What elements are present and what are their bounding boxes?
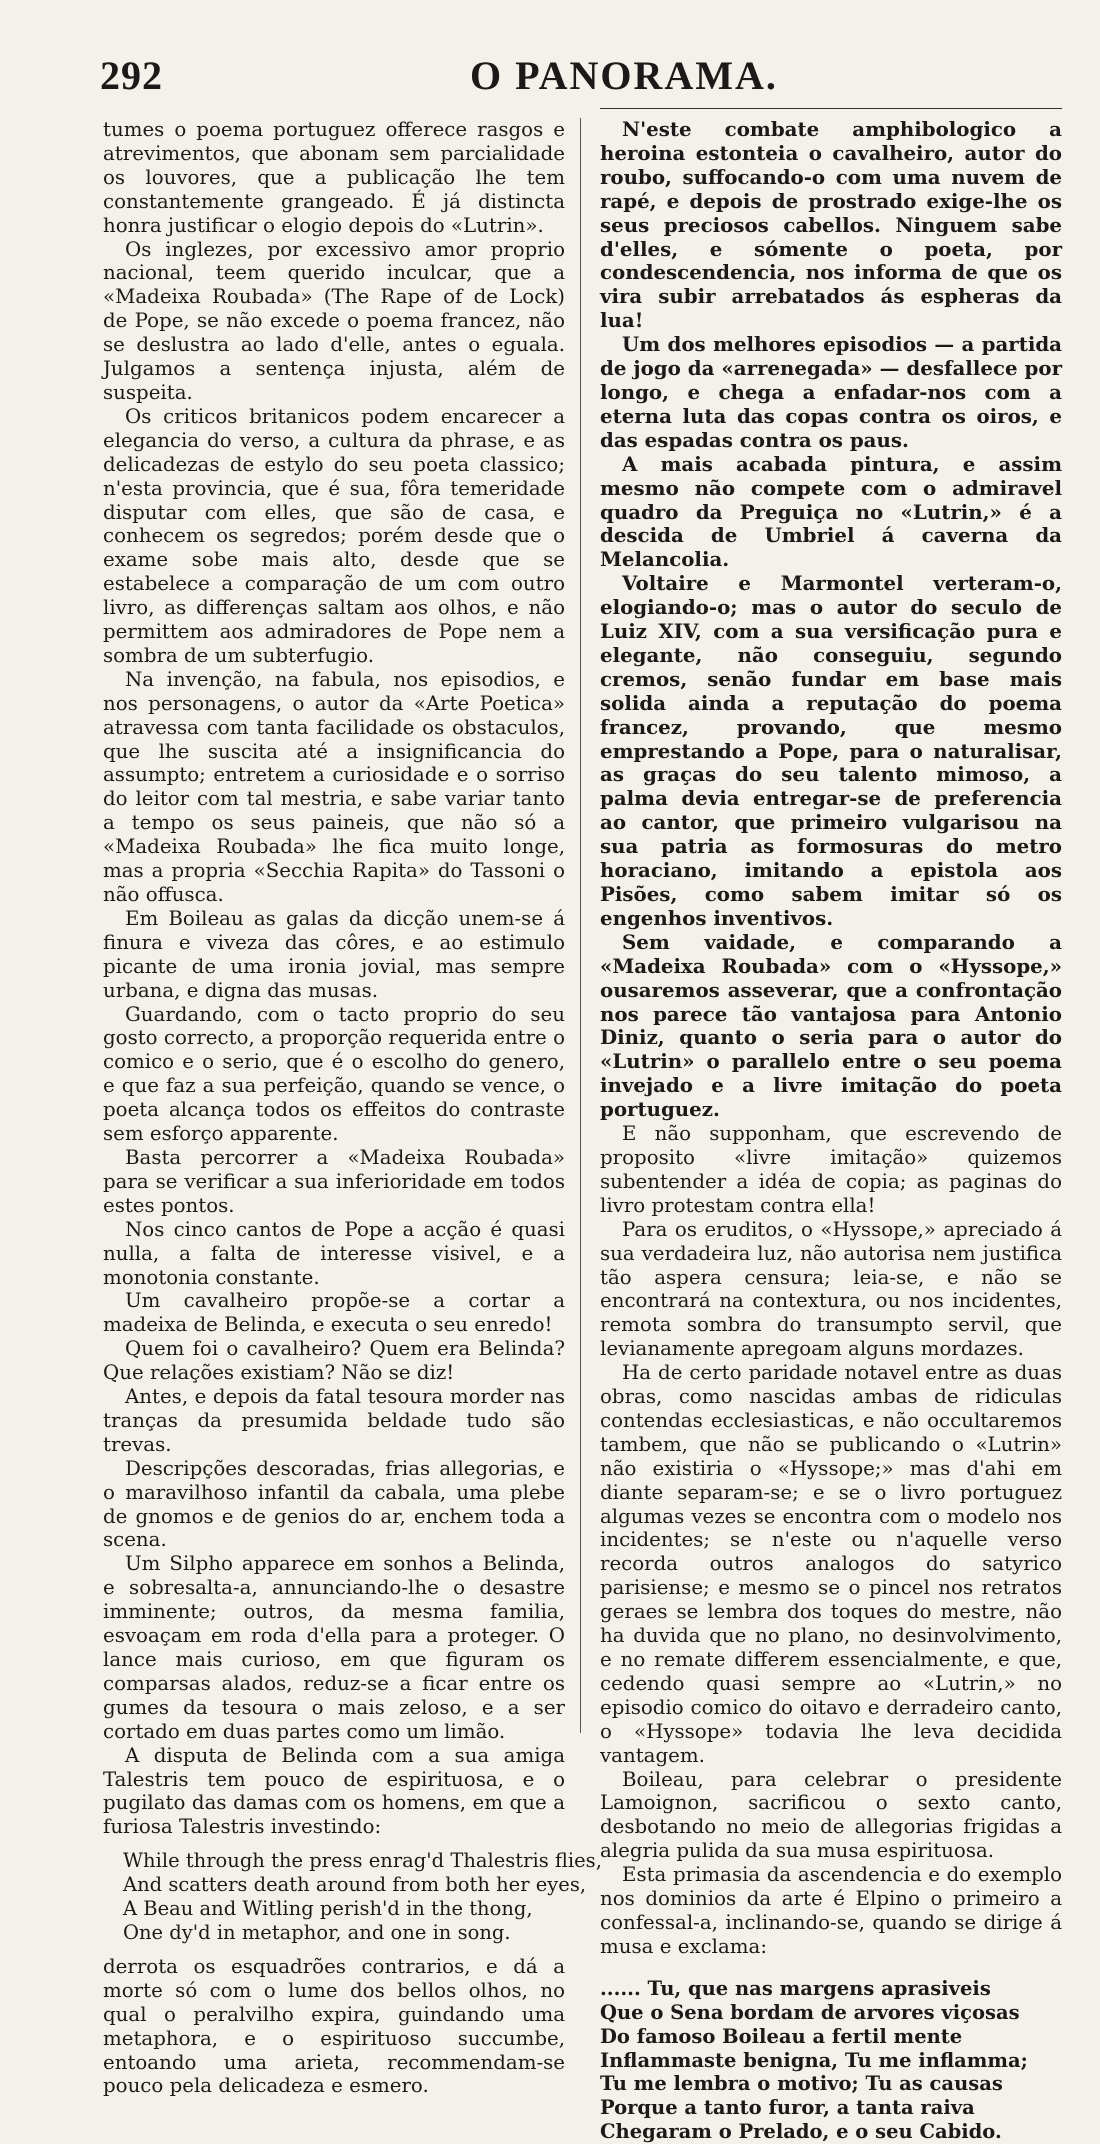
page-number: 292 [100, 53, 163, 98]
paragraph: Esta primasia da ascendencia e do exemplo nos dominios da arte é Elpino o primeiro a confessal-a, inclinando-se, quando se dirige á musa e exclama: [600, 1863, 1062, 1958]
paragraph: Um Silpho apparece em sonhos a Belinda, e sobresalta-a, annunciando-lhe o desastre imminente; outros, da mesma familia, esvoaçam em roda d'ella para a proteger. O lance mais curioso, em que figuram os comparsas alados, reduz-se a ficar entre os gumes da tesoura o mais zeloso, e a ser cortado em duas partes como um limão. [103, 1552, 565, 1743]
verse-line: ...... Tu, que nas margens aprasiveis [600, 1976, 991, 2000]
paragraph: Os criticos britanicos podem encarecer a elegancia do verso, a cultura da phrase, e as delicadezas de estylo do seu poeta classico; n'esta provincia, que é sua, fôra temeridade disputar com elles, que são de casa, e conhecem os segredos; porém desde que o exame sobe mais alto, desde que se estabelece a comparação de um com outro livro, as differenças saltam aos olhos, e não permittem aos admiradores de Pope nem a sombra de um subterfugio. [103, 404, 565, 667]
paragraph: E não supponham, que escrevendo de proposito «livre imitação» quizemos subentender a idéa de copia; as paginas do livro protestam contra ella! [600, 1122, 1062, 1217]
paragraph: Em Boileau as galas da dicção unem-se á finura e viveza das côres, e ao estimulo picante de uma ironia jovial, mas sempre urbana, e digna das musas. [103, 906, 565, 1002]
paragraph: Boileau, para celebrar o presidente Lamoignon, sacrificou o sexto canto, desbotando no meio de allegorias frigidas a alegria pulida da sua musa espirituosa. [600, 1767, 1062, 1863]
page-header [100, 52, 970, 112]
paragraph: Voltaire e Marmontel verteram-o, elogiando-o; mas o autor do seculo de Luiz XIV, com a sua versificação pura e elegante, não conseguiu, segundo cremos, senão fundar em base mais solida ainda a reputação do poema francez, provando, que mesmo emprestando a Pope, para o naturalisar, as graças do seu talento mimoso, a palma devia entregar-se de preferencia ao cantor, que primeiro vulgarisou na sua patria as formosuras do metro horaciano, imitando a epistola aos Pisões, como sabem imitar só os engenhos inventivos. [600, 571, 1062, 930]
verse-line: Chegaram o Prelado, e o seu Cabido. [600, 2120, 1002, 2144]
column-top-rule [600, 108, 1062, 109]
paragraph: Quem foi o cavalheiro? Quem era Belinda? Que relações existiam? Não se diz! [103, 1337, 565, 1385]
paragraph: N'este combate amphibologico a heroina estonteia o cavalheiro, autor do roubo, suffocando-o com uma nuvem de rapé, e depois de prostrado exige-lhe os seus preciosos cabellos. Ninguem sabe d'elles, e sómente o poeta, por condescendencia, nos informa de que os vira subir arrebatados ás espheras da lua! [600, 117, 1062, 333]
paragraph: Sem vaidade, e comparando a «Madeixa Roubada» com o «Hyssope,» ousaremos asseverar, que a confrontação nos parece tão vantajosa para Antonio Diniz, quanto o seria para o autor do «Lutrin» o parallelo entre o seu poema invejado e a livre imitação do poeta portuguez. [600, 929, 1062, 1122]
paragraph: Um dos melhores episodios — a partida de jogo da «arrenegada» — desfallece por longo, e chega a enfadar-nos com a eterna luta das copas contra os oiros, e das espadas contra os paus. [600, 332, 1062, 452]
bold-section [600, 118, 1062, 1122]
running-title: O PANORAMA. [470, 53, 778, 98]
paragraph: Antes, e depois da fatal tesoura morder nas tranças da presumida beldade tudo são trevas. [103, 1385, 565, 1456]
verse-line: Inflammaste benigna, Tu me inflamma; [600, 2048, 1028, 2072]
verse-quotation [600, 1977, 1062, 2144]
quote-line: While through the press enrag'd Thalestris flies, [123, 1849, 602, 1873]
paragraph: Guardando, com o tacto proprio do seu gosto correcto, a proporção requerida entre o comico e o serio, que é o escolho do genero, e que faz a sua perfeição, quando se vence, o poeta alcança todos os effeitos do contraste sem esforço apparente. [103, 1002, 565, 1146]
quote-line: One dy'd in metaphor, and one in song. [123, 1920, 511, 1944]
paragraph: Nos cinco cantos de Pope a acção é quasi nulla, a falta de interesse visivel, e a monotonia constante. [103, 1217, 565, 1289]
paragraph: A disputa de Belinda com a sua amiga Talestris tem pouco de espirituosa, e o pugilato das damas com os homens, em que a furiosa Talestris investindo: [103, 1743, 565, 1839]
right-column [600, 118, 1062, 2144]
paragraph: Para os eruditos, o «Hyssope,» apreciado á sua verdadeira luz, não autorisa nem justifica tão aspera censura; leia-se, e não se encontrará na contextura, ou nos incidentes, remota sombra do transumpto servil, que levianamente apregoam alguns mordazes. [600, 1217, 1062, 1361]
english-quotation [123, 1849, 602, 1945]
paragraph: Descripções descoradas, frias allegorias, e o maravilhoso infantil da cabala, uma plebe de gnomos e de genios do ar, enchem toda a scena. [103, 1456, 565, 1552]
verse-line: Que o Sena bordam de arvores viçosas [600, 2000, 1020, 2024]
verse-line: Tu me lembra o motivo; Tu as causas [600, 2072, 1003, 2096]
paragraph: Basta percorrer a «Madeixa Roubada» para se verificar a sua inferioridade em todos estes pontos. [103, 1145, 565, 1217]
paragraph: Um cavalheiro propõe-se a cortar a madeixa de Belinda, e executa o seu enredo! [103, 1289, 565, 1337]
column-divider [580, 118, 581, 1733]
quote-line: And scatters death around from both her eyes, [123, 1873, 587, 1897]
verse-line: Do famoso Boileau a fertil mente [600, 2024, 963, 2048]
quote-line: A Beau and Witling perish'd in the thong, [123, 1897, 533, 1921]
verse-line: Porque a tanto furor, a tanta raiva [600, 2096, 975, 2120]
paragraph: derrota os esquadrões contrarios, e dá a morte só com o lume dos bellos olhos, no qual o peralvilho expira, guindando uma metaphora, e o espirituoso succumbe, entoando uma arieta, recommendam-se pouco pela delicadeza e esmero. [103, 1954, 565, 2098]
paragraph: A mais acabada pintura, e assim mesmo não compete com o admiravel quadro da Preguiça no «Lutrin,» é a descida de Umbriel á caverna da Melancolia. [600, 451, 1062, 572]
paragraph: tumes o poema portuguez offerece rasgos e atrevimentos, que abonam sem parcialidade os louvores, que a publicação lhe tem constantemente grangeado. É já distincta honra justificar o elogio depois do «Lutrin». [103, 118, 565, 237]
paragraph: Os inglezes, por excessivo amor proprio nacional, teem querido inculcar, que a «Madeixa Roubada» (The Rape of de Lock) de Pope, se não excede o poema francez, não se deslustra ao lado d'elle, antes o eguala. Julgamos a sentença injusta, além de suspeita. [103, 237, 565, 404]
paragraph: Na invenção, na fabula, nos episodios, e nos personagens, o autor da «Arte Poetica» atravessa com tanta facilidade os obstaculos, que lhe suscita até a insignificancia do assumpto; entretem a curiosidade e o sorriso do leitor com tal mestria, e sabe variar tanto a tempo os seus paineis, que não só a «Madeixa Roubada» lhe fica muito longe, mas a propria «Secchia Rapita» do Tassoni o não offusca. [103, 667, 565, 906]
left-column [103, 118, 602, 2098]
paragraph: Ha de certo paridade notavel entre as duas obras, como nascidas ambas de ridiculas contendas ecclesiasticas, e não occultaremos tambem, que não se publicando o «Lutrin» não existiria o «Hyssope;» mas d'ahi em diante separam-se; e se o livro portuguez algumas vezes se encontra com o modelo nos incidentes; se n'este ou n'aquelle verso recorda outros analogos do satyrico parisiense; e mesmo se o pincel nos retratos geraes se lembra dos toques do mestre, não ha duvida que no plano, no desinvolvimento, e no remate differem essencialmente, e que, cedendo quasi sempre ao «Lutrin,» no episodio comico do oitavo e derradeiro canto, o «Hyssope» todavia lhe leva decidida vantagem. [600, 1361, 1062, 1767]
